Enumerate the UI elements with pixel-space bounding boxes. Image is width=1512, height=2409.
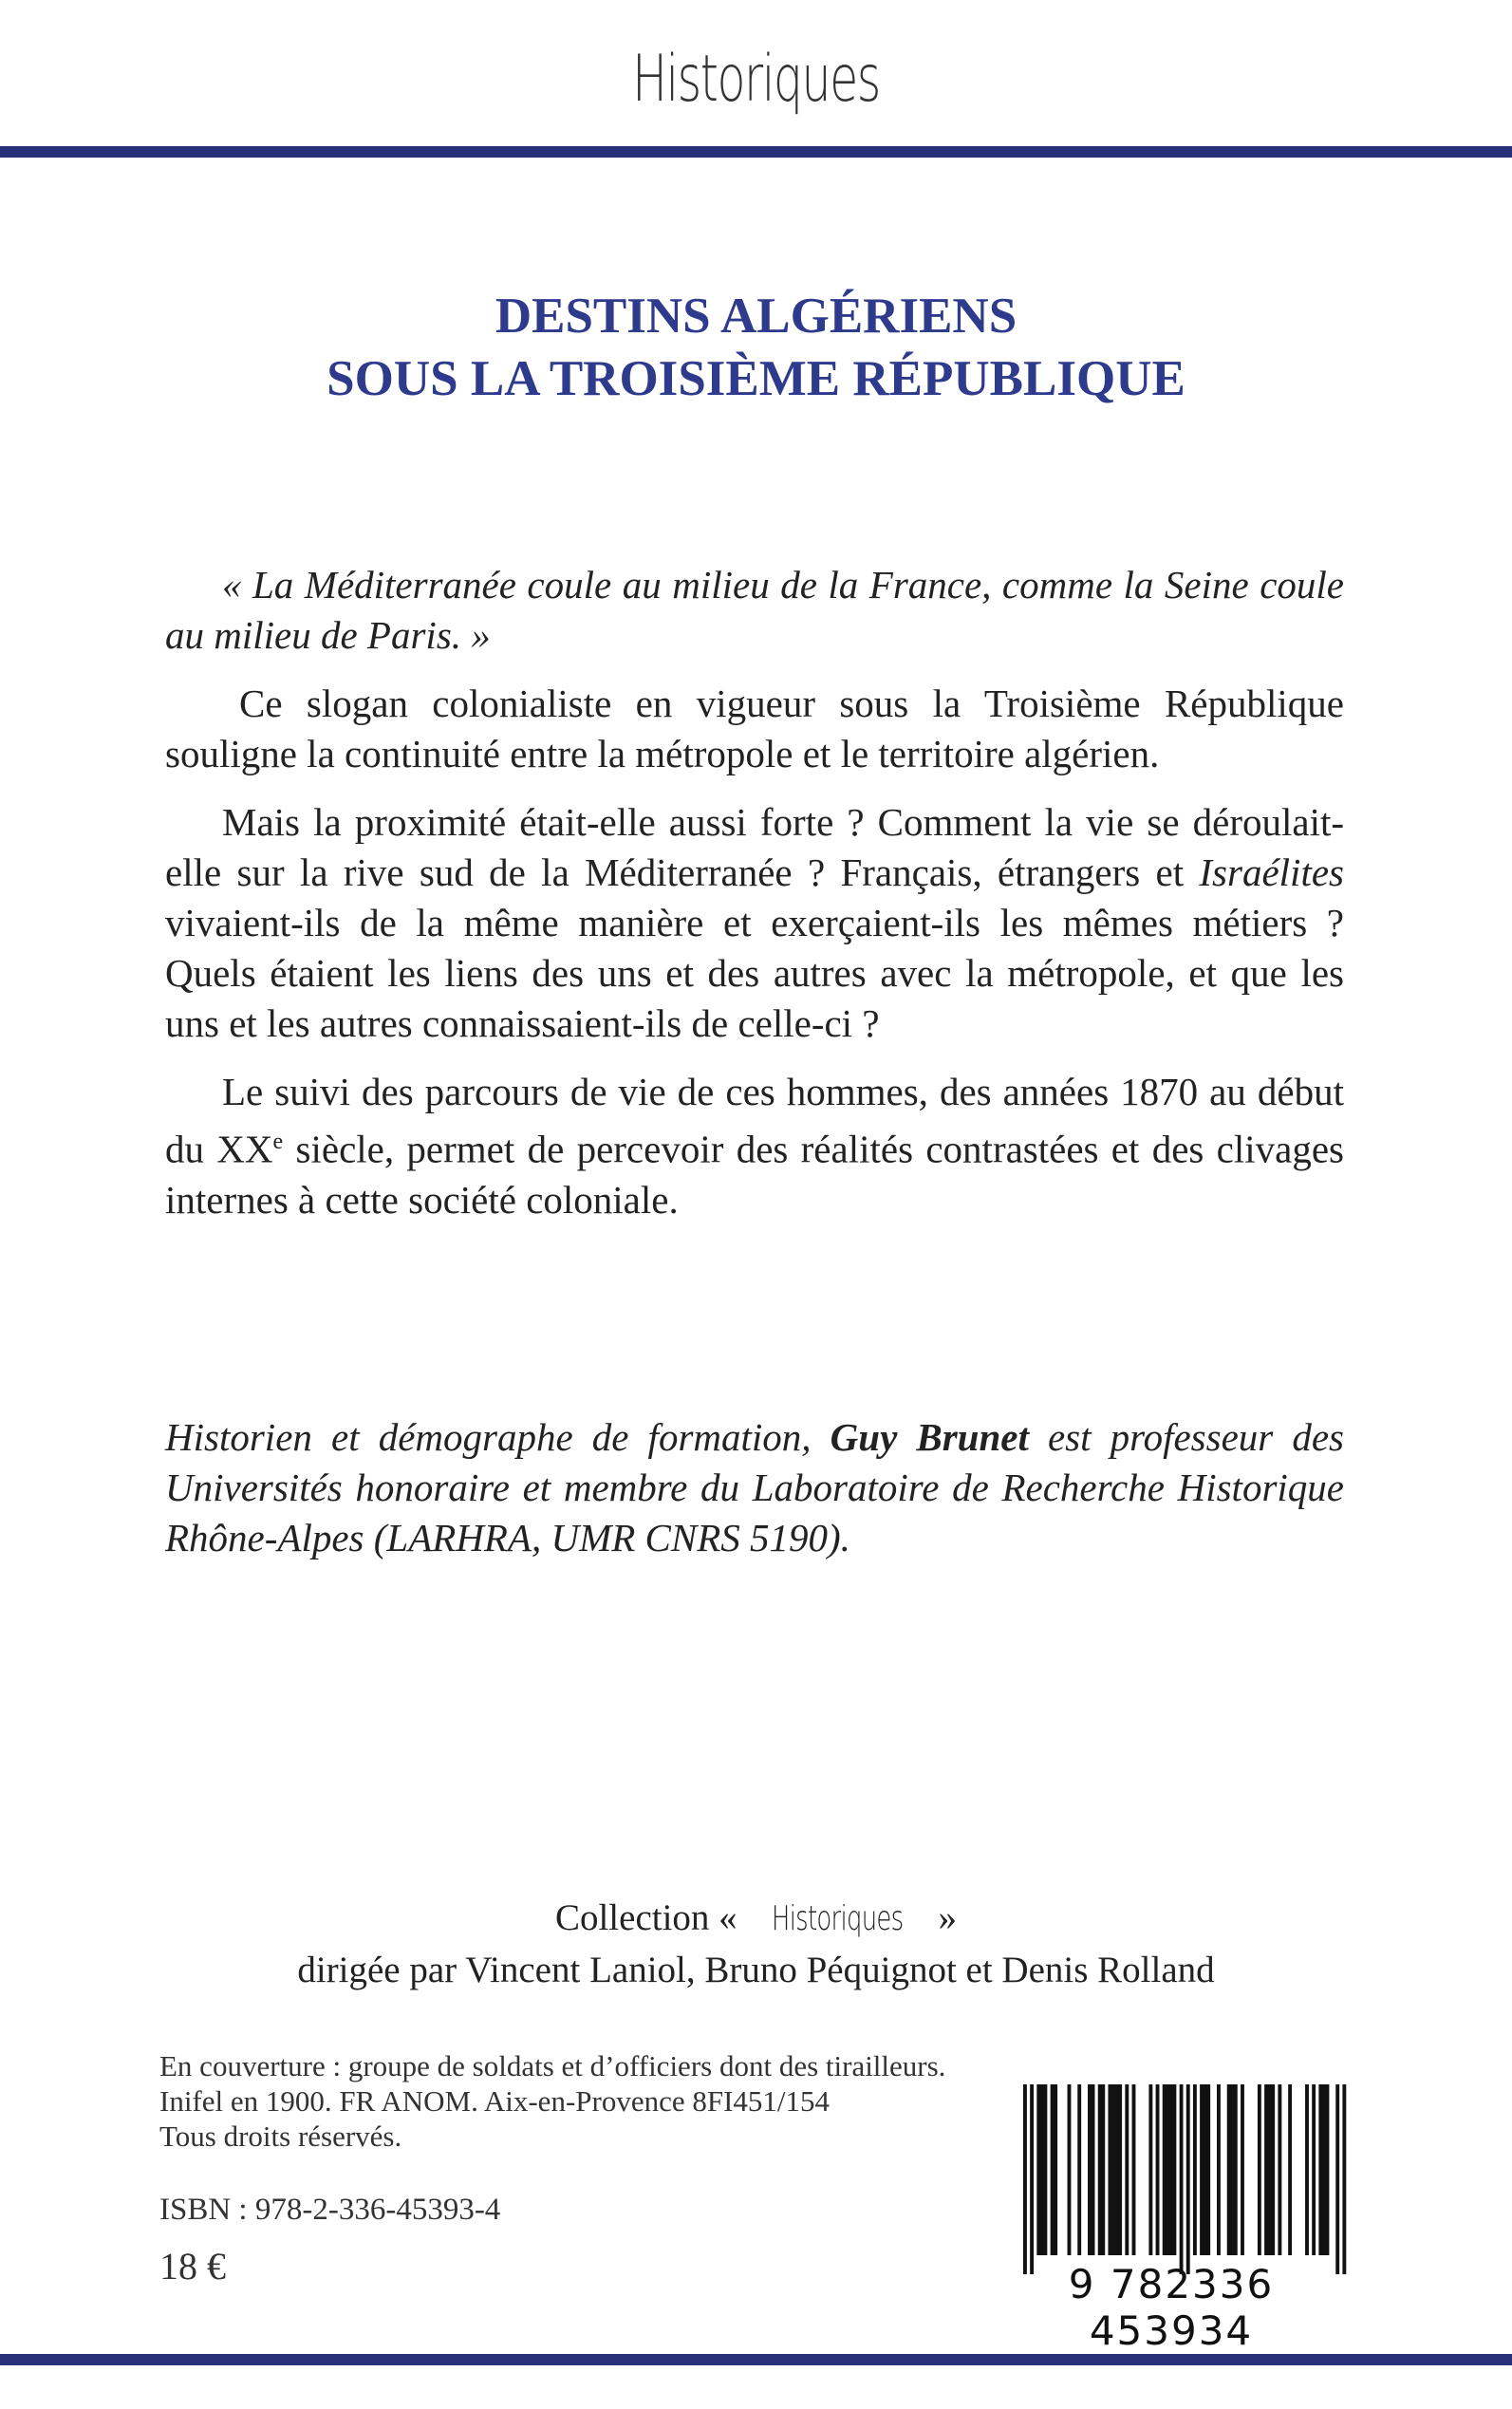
barcode-bar: [1342, 2084, 1346, 2274]
barcode-bar: [1217, 2084, 1221, 2255]
barcode-bar: [1115, 2084, 1119, 2255]
back-cover-blurb: [165, 560, 1344, 1243]
blurb-paragraph-2-end: vivaient-ils de la même manière et exerçaient-ils les mêmes métiers ? Quels étaient les liens des uns et des autres avec la métropole, et que les uns et les autres connaissaient-ils de celle-ci ?: [165, 901, 1344, 1045]
barcode-bar: [1312, 2084, 1316, 2255]
blurb-paragraph-3-end: siècle, permet de percevoir des réalités contrastées et des clivages internes à cette société coloniale.: [165, 1127, 1345, 1222]
barcode-bar: [1180, 2084, 1184, 2274]
barcode-bar: [1326, 2084, 1330, 2255]
author-bio: [165, 1412, 1344, 1563]
barcode-bar: [1322, 2084, 1326, 2255]
blurb-paragraph-1: Ce slogan colonialiste en vigueur sous la Troisième République souligne la continuité entre la métropole et le territoire algérien.: [165, 682, 1344, 775]
barcode-bar: [1043, 2084, 1047, 2255]
cover-credits: [159, 2048, 1052, 2154]
collection-info: [0, 1893, 1512, 1996]
collection-suffix: »: [928, 1897, 958, 1938]
barcode-bar: [1264, 2084, 1268, 2255]
barcode-bar: [1054, 2084, 1057, 2255]
barcode-bar: [1193, 2084, 1197, 2255]
barcode-bar: [1068, 2084, 1072, 2255]
barcode-bar: [1111, 2084, 1115, 2255]
epigraph-quote: « La Méditerranée coule au milieu de la France, comme la Seine coule au milieu de Paris. »: [165, 563, 1344, 657]
credits-line-2: Inifel en 1900. FR ANOM. Aix-en-Provence 8FI451/154: [159, 2084, 831, 2118]
credits-line-3: Tous droits réservés.: [159, 2120, 402, 2153]
price: 18 €: [159, 2245, 226, 2288]
barcode-bar: [1305, 2084, 1309, 2255]
top-rule: [0, 146, 1512, 158]
isbn: ISBN : 978-2-336-45393-4: [159, 2193, 501, 2227]
barcode-bar: [1092, 2084, 1095, 2255]
collection-name-logo: Historiques: [772, 1899, 904, 1938]
barcode-bar: [1077, 2084, 1081, 2255]
credits-line-1: En couverture : groupe de soldats et d’officiers dont des tirailleurs.: [159, 2049, 946, 2082]
barcode-bar: [1268, 2084, 1272, 2255]
blurb-paragraph-2: [165, 797, 1344, 1049]
barcode-bar: [1132, 2084, 1136, 2255]
blurb-paragraph-2-italic: Israélites: [1199, 850, 1344, 894]
author-bio-end: est professeur des Universités honoraire et membre du Laboratoire de Recherche Historique Rhône-Alpes (LARHRA, UMR CNRS 5190).: [165, 1415, 1344, 1559]
barcode-bar: [1036, 2084, 1040, 2255]
collection-prefix: Collection «: [554, 1897, 747, 1938]
blurb-paragraph-3-superscript: e: [272, 1130, 284, 1154]
barcode-bar: [1230, 2084, 1234, 2255]
barcode-bar: [1288, 2084, 1292, 2255]
author-bio-start: Historien et démographe de formation,: [165, 1415, 831, 1459]
barcode-bar: [1318, 2084, 1322, 2255]
barcode-bar: [1166, 2084, 1169, 2255]
barcode-digits: 9 782336 453934: [1068, 2261, 1275, 2354]
book-title-line-2: SOUS LA TROISIÈME RÉPUBLIQUE: [327, 351, 1185, 406]
barcode-bar: [1200, 2084, 1204, 2255]
barcode-bar: [1118, 2084, 1122, 2255]
blurb-paragraph-2-start: Mais la proximité était-elle aussi forte ? Comment la vie se déroulait-elle sur la rive sud de la Méditerranée ? Français, étrangers et: [165, 800, 1344, 894]
barcode-bar: [1088, 2084, 1092, 2255]
barcode-bar: [1030, 2084, 1034, 2274]
bottom-rule: [0, 2354, 1512, 2365]
collection-directors: dirigée par Vincent Laniol, Bruno Péquignot et Denis Rolland: [297, 1950, 1215, 1990]
barcode-bar: [1204, 2084, 1207, 2255]
barcode-bar: [1227, 2084, 1231, 2255]
barcode-bar: [1040, 2084, 1044, 2255]
barcode-bar: [1241, 2084, 1244, 2255]
blurb-paragraph-3-start: Le suivi des parcours de vie de ces hommes, des années 1870 au début du XX: [165, 1070, 1344, 1171]
barcode-bar: [1051, 2084, 1055, 2255]
barcode-bar: [1335, 2084, 1339, 2274]
series-logo: Historiques: [632, 42, 880, 117]
barcode-bar: [1101, 2084, 1105, 2255]
barcode-bar: [1148, 2084, 1152, 2255]
barcode-bar: [1234, 2084, 1238, 2255]
barcode-bar: [1125, 2084, 1129, 2255]
barcode-bar: [1169, 2084, 1173, 2255]
barcode-bar: [1098, 2084, 1102, 2255]
collection-line: [0, 1893, 1512, 1945]
barcode-bar: [1172, 2084, 1176, 2255]
barcode-bar: [1163, 2084, 1167, 2255]
barcode-bar: [1186, 2084, 1190, 2274]
barcode-bar: [1156, 2084, 1160, 2255]
author-name: Guy Brunet: [830, 1415, 1029, 1459]
barcode-bar: [1278, 2084, 1281, 2255]
barcode-bar: [1108, 2084, 1111, 2255]
book-title-line-1: DESTINS ALGÉRIENS: [495, 289, 1017, 344]
blurb-paragraph-3: [165, 1067, 1344, 1225]
barcode-bar: [1206, 2084, 1210, 2255]
barcode-bar: [1023, 2084, 1027, 2274]
book-title: [0, 285, 1512, 410]
barcode-bar: [1258, 2084, 1261, 2255]
barcode-bar: [1271, 2084, 1275, 2255]
